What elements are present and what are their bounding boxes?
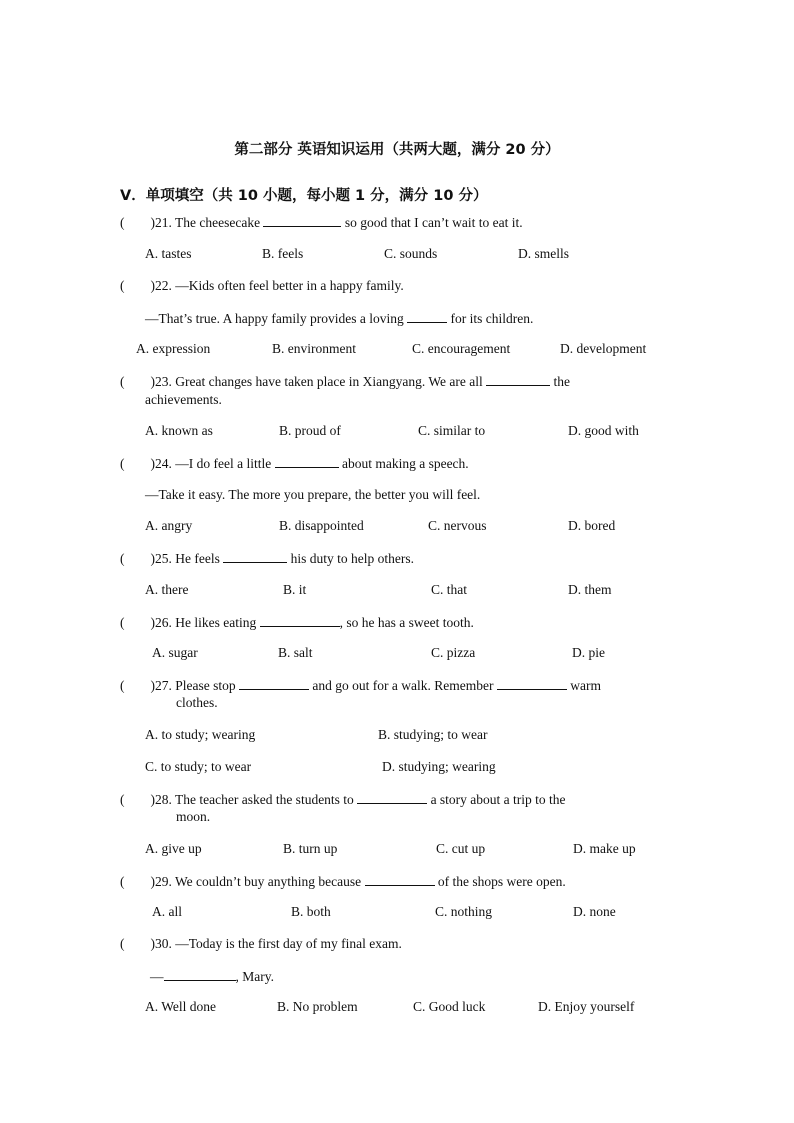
- question-24-line2: —Take it easy. The more you prepare, the better you will feel.: [145, 487, 481, 502]
- q30-option-c[interactable]: C. Good luck: [413, 999, 486, 1014]
- q26-option-c[interactable]: C. pizza: [431, 645, 476, 660]
- q22-option-c[interactable]: C. encouragement: [412, 341, 511, 356]
- q25-option-c[interactable]: C. that: [431, 582, 467, 597]
- question-30: ( )30. —Today is the first day of my final exam.: [120, 936, 402, 951]
- question-24: ( )24. —I do feel a little about making a speech.: [120, 456, 469, 471]
- q26-option-d[interactable]: D. pie: [572, 645, 605, 660]
- q24-option-a[interactable]: A. angry: [145, 518, 193, 533]
- q23-option-b[interactable]: B. proud of: [279, 423, 341, 438]
- q30-option-a[interactable]: A. Well done: [145, 999, 217, 1014]
- q27-option-d[interactable]: D. studying; wearing: [382, 759, 496, 774]
- q24-option-b[interactable]: B. disappointed: [279, 518, 364, 533]
- question-21: ( )21. The cheesecake so good that I can’t wait to eat it.: [120, 215, 523, 230]
- q27-option-c[interactable]: C. to study; to wear: [145, 759, 252, 774]
- question-29: ( )29. We couldn’t buy anything because of the shops were open.: [120, 874, 566, 889]
- q28-option-c[interactable]: C. cut up: [436, 841, 486, 856]
- q22-option-d[interactable]: D. development: [560, 341, 647, 356]
- q24-option-d[interactable]: D. bored: [568, 518, 616, 533]
- q21-option-d[interactable]: D. smells: [518, 246, 570, 261]
- question-28-cont: moon.: [176, 809, 211, 824]
- q21-option-b[interactable]: B. feels: [262, 246, 304, 261]
- question-22-line2: —That’s true. A happy family provides a loving for its children.: [145, 311, 534, 326]
- q25-option-b[interactable]: B. it: [283, 582, 307, 597]
- q29-option-b[interactable]: B. both: [291, 904, 331, 919]
- question-23-cont: achievements.: [145, 392, 222, 407]
- q23-option-c[interactable]: C. similar to: [418, 423, 486, 438]
- q28-option-d[interactable]: D. make up: [573, 841, 636, 856]
- q22-option-a[interactable]: A. expression: [136, 341, 211, 356]
- q23-option-d[interactable]: D. good with: [568, 423, 639, 438]
- q29-option-d[interactable]: D. none: [573, 904, 616, 919]
- q21-option-a[interactable]: A. tastes: [145, 246, 192, 261]
- question-22: ( )22. —Kids often feel better in a happy family.: [120, 278, 404, 293]
- q22-option-b[interactable]: B. environment: [272, 341, 356, 356]
- section-heading: V．单项填空（共 10 小题，每小题 1 分，满分 10 分）: [120, 188, 488, 204]
- q27-option-b[interactable]: B. studying; to wear: [378, 727, 488, 742]
- q21-option-c[interactable]: C. sounds: [384, 246, 438, 261]
- q25-option-a[interactable]: A. there: [145, 582, 189, 597]
- q24-option-c[interactable]: C. nervous: [428, 518, 487, 533]
- question-23: ( )23. Great changes have taken place in Xiangyang. We are all the: [120, 374, 571, 389]
- question-25: ( )25. He feels his duty to help others.: [120, 551, 414, 566]
- q29-option-c[interactable]: C. nothing: [435, 904, 493, 919]
- q29-option-a[interactable]: A. all: [152, 904, 182, 919]
- q30-option-d[interactable]: D. Enjoy yourself: [538, 999, 635, 1014]
- page-title: 第二部分 英语知识运用（共两大题，满分 20 分）: [234, 142, 560, 158]
- q25-option-d[interactable]: D. them: [568, 582, 612, 597]
- question-30-line2: — , Mary.: [150, 969, 274, 984]
- q28-option-a[interactable]: A. give up: [145, 841, 202, 856]
- question-26: ( )26. He likes eating , so he has a sweet tooth.: [120, 615, 474, 630]
- q30-option-b[interactable]: B. No problem: [277, 999, 358, 1014]
- question-28: ( )28. The teacher asked the students to a story about a trip to the: [120, 792, 566, 807]
- q28-option-b[interactable]: B. turn up: [283, 841, 338, 856]
- question-27-cont: clothes.: [176, 695, 218, 710]
- q23-option-a[interactable]: A. known as: [145, 423, 213, 438]
- q26-option-a[interactable]: A. sugar: [152, 645, 198, 660]
- q26-option-b[interactable]: B. salt: [278, 645, 313, 660]
- q27-option-a[interactable]: A. to study; wearing: [145, 727, 256, 742]
- question-27: ( )27. Please stop and go out for a walk. Remember warm: [120, 678, 601, 693]
